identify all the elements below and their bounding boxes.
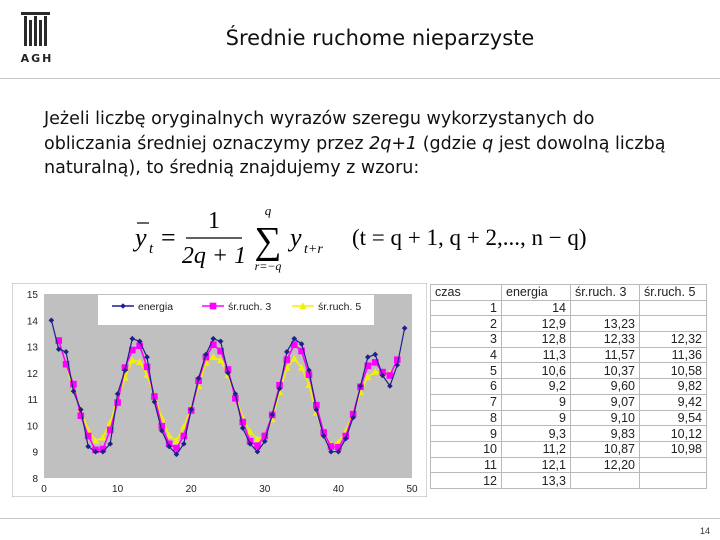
table-cell: 11,57 <box>571 347 640 363</box>
footer-divider <box>0 518 720 519</box>
table-cell: 9 <box>431 426 502 442</box>
table-cell: 9,82 <box>640 379 707 395</box>
header-energia: energia <box>502 285 571 301</box>
table-cell: 10,6 <box>502 363 571 379</box>
table-cell: 12,20 <box>571 457 640 473</box>
table-cell: 9 <box>502 410 571 426</box>
header-czas: czas <box>431 285 502 301</box>
logo-text: AGH <box>20 52 54 65</box>
formula-denominator: 2q + 1 <box>181 243 247 269</box>
table-cell: 9,54 <box>640 410 707 426</box>
table-cell: 10 <box>431 441 502 457</box>
formula-numerator: 1 <box>208 208 220 234</box>
intro-paragraph <box>44 107 684 181</box>
table-cell: 12,32 <box>640 332 707 348</box>
legend-label: śr.ruch. 5 <box>318 301 362 313</box>
y-tick-label: 10 <box>26 421 38 433</box>
title-divider <box>0 78 720 79</box>
table-cell: 9,3 <box>502 426 571 442</box>
table-cell: 6 <box>431 379 502 395</box>
table-cell <box>571 473 640 489</box>
y-tick-label: 11 <box>27 395 38 407</box>
table-cell: 3 <box>431 332 502 348</box>
y-tick-label: 8 <box>32 474 38 485</box>
formula-lhs-sub: t <box>149 241 154 257</box>
table-cell: 12 <box>431 473 502 489</box>
table-cell <box>571 300 640 316</box>
table-cell: 9,10 <box>571 410 640 426</box>
table-cell: 11,2 <box>502 441 571 457</box>
data-table <box>430 284 707 489</box>
table-cell: 10,87 <box>571 441 640 457</box>
table-cell: 10,58 <box>640 363 707 379</box>
x-tick-label: 40 <box>332 484 344 495</box>
table-row <box>431 316 707 332</box>
header-sr-ruch-3: śr.ruch. 3 <box>571 285 640 301</box>
table-cell: 9,07 <box>571 394 640 410</box>
para-part-1: Jeżeli liczbę oryginalnych wyrazów szeregu wykorzystanych do obliczania średniej oznaczymy przez <box>44 109 595 154</box>
slide-title: Średnie ruchome nieparzyste <box>225 26 535 50</box>
para-italic-q: q <box>482 133 494 154</box>
table-cell: 2 <box>431 316 502 332</box>
table-cell: 1 <box>431 300 502 316</box>
data-point <box>114 399 121 406</box>
table-cell: 11,3 <box>502 347 571 363</box>
y-tick-label: 13 <box>26 342 38 354</box>
header-sr-ruch-5: śr.ruch. 5 <box>640 285 707 301</box>
table-row <box>431 347 707 363</box>
formula-term-sub: t+r <box>304 242 323 257</box>
table-cell: 12,1 <box>502 457 571 473</box>
line-chart <box>12 283 427 497</box>
table-cell: 12,8 <box>502 332 571 348</box>
table-cell: 12,33 <box>571 332 640 348</box>
formula-condition: (t = q + 1, q + 2,..., n − q) <box>352 225 587 250</box>
formula-term: y <box>290 223 302 252</box>
table-cell <box>640 457 707 473</box>
table-row <box>431 379 707 395</box>
chart-svg <box>12 283 427 497</box>
table-cell: 9,2 <box>502 379 571 395</box>
legend-label: śr.ruch. 3 <box>228 301 272 313</box>
formula-sum-lower: r=−q <box>254 259 282 273</box>
legend-label: energia <box>138 301 174 313</box>
table-cell: 13,23 <box>571 316 640 332</box>
x-tick-label: 10 <box>112 484 124 495</box>
x-tick-label: 20 <box>185 484 197 495</box>
table-cell: 9,83 <box>571 426 640 442</box>
data-point <box>78 412 85 419</box>
table-cell: 10,37 <box>571 363 640 379</box>
table-row <box>431 394 707 410</box>
table-cell: 13,3 <box>502 473 571 489</box>
para-part-2: (gdzie <box>417 133 483 154</box>
table-cell: 5 <box>431 363 502 379</box>
table-row <box>431 473 707 489</box>
y-tick-label: 15 <box>26 290 38 301</box>
y-tick-label: 12 <box>26 368 38 380</box>
table-cell: 10,12 <box>640 426 707 442</box>
table-cell: 10,98 <box>640 441 707 457</box>
table-cell: 11,36 <box>640 347 707 363</box>
para-part-3: jest dowolną liczbą naturalną), to średnią znajdujemy z wzoru: <box>44 133 666 178</box>
y-tick-label: 9 <box>32 447 38 459</box>
formula-lhs: y <box>135 223 147 252</box>
table-row <box>431 332 707 348</box>
x-tick-label: 30 <box>259 484 271 495</box>
page-number: 14 <box>699 526 710 536</box>
formula-sum-upper: q <box>264 203 272 218</box>
formula-sum-sign: ∑ <box>254 220 282 262</box>
y-tick-label: 14 <box>26 316 38 328</box>
table-row <box>431 363 707 379</box>
formula-equals: = <box>161 223 176 252</box>
table-row <box>431 441 707 457</box>
table-cell <box>640 473 707 489</box>
x-tick-label: 0 <box>41 484 47 495</box>
table-row <box>431 300 707 316</box>
x-tick-label: 50 <box>406 484 418 495</box>
table-cell: 9 <box>502 394 571 410</box>
table-row <box>431 457 707 473</box>
legend-marker <box>210 303 217 310</box>
table-cell: 4 <box>431 347 502 363</box>
para-italic-2q1: 2q+1 <box>369 133 418 154</box>
table-cell: 11 <box>431 457 502 473</box>
table-cell: 8 <box>431 410 502 426</box>
table-cell: 12,9 <box>502 316 571 332</box>
table-cell <box>640 316 707 332</box>
table-cell <box>640 300 707 316</box>
table-cell: 9,42 <box>640 394 707 410</box>
table-cell: 14 <box>502 300 571 316</box>
table-header-row <box>431 285 707 301</box>
moving-average-formula <box>130 200 610 276</box>
table-row <box>431 426 707 442</box>
table-cell: 7 <box>431 394 502 410</box>
table-cell: 9,60 <box>571 379 640 395</box>
table-row <box>431 410 707 426</box>
